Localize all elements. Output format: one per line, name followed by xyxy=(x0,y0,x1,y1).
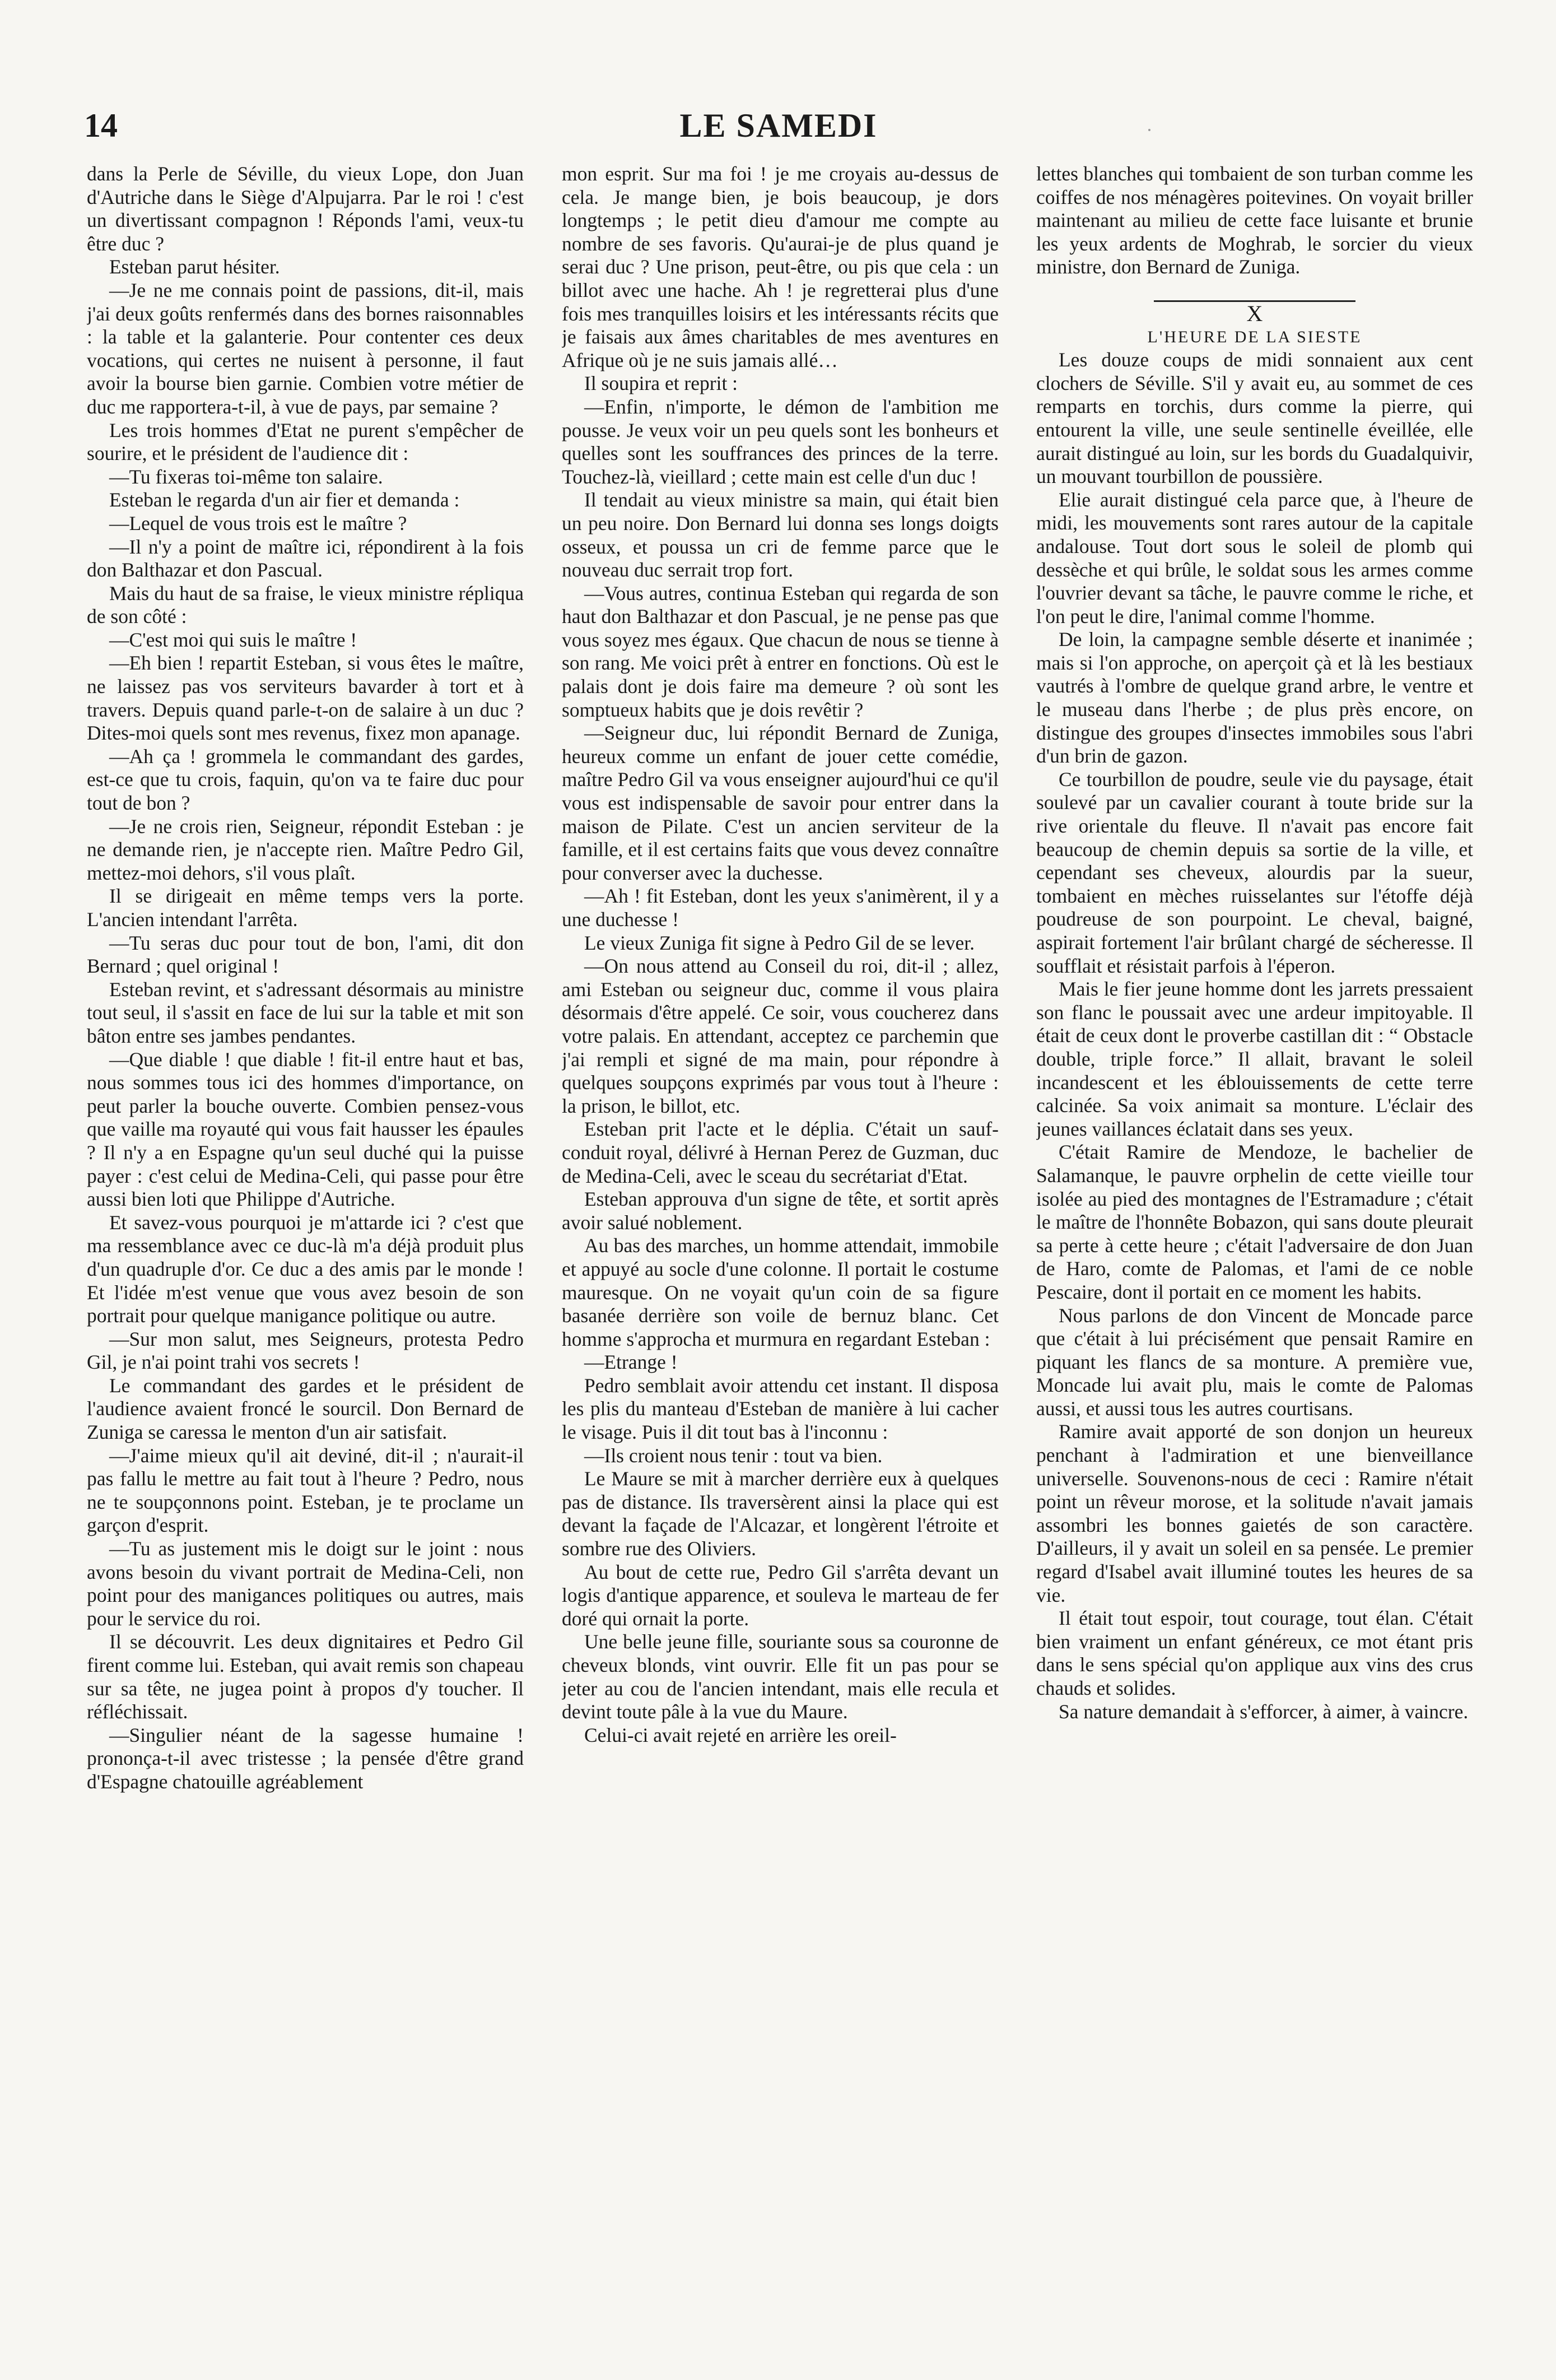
paragraph: —Etrange ! xyxy=(584,1351,678,1374)
paragraph: —Lequel de vous trois est le maître ? xyxy=(109,512,407,534)
paragraph: Le Maure se mit à marcher derrière eux à quelques pas de distance. Ils traversèrent ainsi la place qui est devant la façade de l'Alcazar, et longèrent l'étroite et sombre rue des Oliviers. xyxy=(562,1467,999,1560)
paragraph: —Que diable ! que diable ! fit-il entre haut et bas, nous sommes tous ici des hommes d'importance, on peut parler la bouche ouverte. Combien pensez-vous que vaille ma royauté qui vous fait hausser les épaules ? Il n'y a en Espagne qu'un seul duché qui la puisse payer : c'est celui de Medina-Celi, qui passe pour être aussi bien loti que Philippe d'Autriche. xyxy=(87,1048,524,1211)
paragraph: —Ah ça ! grommela le commandant des gardes, est-ce que tu crois, faquin, qu'on va te faire duc pour tout de bon ? xyxy=(87,745,524,815)
paragraph: —Tu as justement mis le doigt sur le joint : nous avons besoin du vivant portrait de Medina-Celi, non point pour des manigances politiques ou autres, mais pour le service du roi. xyxy=(87,1537,524,1630)
paragraph: Le vieux Zuniga fit signe à Pedro Gil de se lever. xyxy=(584,931,975,954)
paragraph: Et savez-vous pourquoi je m'attarde ici ? c'est que ma ressemblance avec ce duc-là m'a déjà produit plus d'un quadruple d'or. Ce duc a des amis par le monde ! Et l'idée m'est venue que vous avez besoin de son portrait pour quelque manigance politique ou autre. xyxy=(87,1211,524,1327)
paragraph: —Sur mon salut, mes Seigneurs, protesta Pedro Gil, je n'ai point trahi vos secrets ! xyxy=(87,1327,524,1374)
paragraph: —Seigneur duc, lui répondit Bernard de Zuniga, heureux comme un enfant de jouer cette comédie, maître Pedro Gil va vous enseigner aujourd'hui ce qu'il vous est indispensable de savoir pour entrer dans la maison de Pilate. C'est un ancien serviteur de la famille, et il est certains faits que vous devez connaître pour converser avec la duchesse. xyxy=(562,722,999,884)
paragraph: Esteban revint, et s'adressant désormais au ministre tout seul, il s'assit en face de lui sur la table et mit son bâton entre ses jambes pendantes. xyxy=(87,978,524,1047)
paragraph: Il soupira et reprit : xyxy=(584,372,738,395)
paragraph: —Tu seras duc pour tout de bon, l'ami, dit don Bernard ; quel original ! xyxy=(87,931,524,978)
paragraph: Il se dirigeait en même temps vers la porte. L'ancien intendant l'arrêta. xyxy=(87,885,524,931)
paragraph: Ce tourbillon de poudre, seule vie du paysage, était soulevé par un cavalier courant à toute bride sur la rive orientale du fleuve. Il n'avait pas encore fait beaucoup de chemin depuis sa sortie de la ville, et cependant ses cheveux, alourdis par la sueur, tombaient en mèches ruisselantes sur l'étoffe déjà poudreuse de son pourpoint. Le cheval, baigné, aspirait fortement l'air brûlant chargé de sécheresse. Il soufflait et résistait parfois à l'éperon. xyxy=(1036,768,1473,977)
running-head: LE SAMEDI xyxy=(679,107,878,144)
chapter-number: X xyxy=(1246,300,1263,326)
paragraph: —On nous attend au Conseil du roi, dit-il ; allez, ami Esteban ou seigneur duc, comme il vous plaira désormais d'être appelé. Ce soir, vous coucherez dans votre palais. En attendant, acceptez ce parchemin que j'ai rempli et signé de ma main, pour répondre à quelques soupçons exprimés par vous tout à l'heure : la prison, le billot, etc. xyxy=(562,955,999,1117)
paragraph: Esteban prit l'acte et le déplia. C'était un sauf-conduit royal, délivré à Hernan Perez de Guzman, duc de Medina-Celi, avec le sceau du secrétariat d'Etat. xyxy=(562,1118,999,1187)
paragraph: —Eh bien ! repartit Esteban, si vous êtes le maître, ne laissez pas vos serviteurs bavarder à tort et à travers. Depuis quand parle-t-on de salaire à un duc ? Dites-moi quels sont mes revenus, fixez mon apanage. xyxy=(87,652,524,745)
paragraph: Pedro semblait avoir attendu cet instant. Il disposa les plis du manteau d'Esteban de manière à lui cacher le visage. Puis il dit tout bas à l'inconnu : xyxy=(562,1374,999,1444)
paragraph: —Il n'y a point de maître ici, répondirent à la fois don Balthazar et don Pascual. xyxy=(87,535,524,582)
paragraph: Au bas des marches, un homme attendait, immobile et appuyé au socle d'une colonne. Il portait le costume mauresque. On ne voyait qu'un coin de sa figure basanée derrière son voile de bernuz blanc. Cet homme s'approcha et murmura en regardant Esteban : xyxy=(562,1234,999,1350)
paragraph: Nous parlons de don Vincent de Moncade parce que c'était à lui précisément que pensait Ramire en piquant les flancs de sa monture. A première vue, Moncade lui avait plu, mais le comte de Palomas aussi, et aussi tous les autres courtisans. xyxy=(1036,1304,1473,1420)
paragraph: Il se découvrit. Les deux dignitaires et Pedro Gil firent comme lui. Esteban, qui avait remis son chapeau sur sa tête, ne jugea point à propos d'y toucher. Il réfléchissait. xyxy=(87,1630,524,1723)
paragraph: Mais le fier jeune homme dont les jarrets pressaient son flanc le poussait avec une ardeur impitoyable. Il était de ceux dont le proverbe castillan dit : “ Obstacle double, triple force.” Il allait, bravant le soleil incandescent et les éblouissements de cette terre calcinée. Sa voix animait sa monture. L'éclair des jeunes vaillances éclatait dans ses yeux. xyxy=(1036,978,1473,1140)
paragraph: Ramire avait apporté de son donjon un heureux penchant à l'admiration et une bienveillance universelle. Souvenons-nous de ceci : Ramire n'était point un rêveur morose, et la solitude n'avait jamais assombri les bonnes gaietés de son caractère. D'ailleurs, il y avait un soleil en sa pensée. Le premier regard d'Isabel avait illuminé toutes les heures de sa vie. xyxy=(1036,1420,1473,1606)
paragraph: —Ils croient nous tenir : tout va bien. xyxy=(584,1444,883,1467)
paragraph: De loin, la campagne semble déserte et inanimée ; mais si l'on approche, on aperçoit çà et là les bestiaux vautrés à l'ombre de quelque grand arbre, le ventre et le museau dans l'herbe ; de plus près encore, on distingue des groupes d'insectes immobiles sous l'abri d'un brin de gazon. xyxy=(1036,628,1473,768)
paragraph: Au bout de cette rue, Pedro Gil s'arrêta devant un logis d'antique apparence, et souleva le marteau de fer doré qui ornait la porte. xyxy=(562,1560,999,1630)
paragraph: Esteban approuva d'un signe de tête, et sortit après avoir salué noblement. xyxy=(562,1188,999,1234)
column-3 xyxy=(1036,162,1473,2336)
paragraph: Une belle jeune fille, souriante sous sa couronne de cheveux blonds, vint ouvrir. Elle fit un pas pour se jeter au cou de l'ancien intendant, mais elle recula et devint toute pâle à la vue du Maure. xyxy=(562,1630,999,1723)
paragraph: Il était tout espoir, tout courage, tout élan. C'était bien vraiment un enfant généreux, ce mot étant pris dans le sens spécial qu'on applique aux vins des crus chauds et solides. xyxy=(1036,1607,1473,1699)
paragraph: C'était Ramire de Mendoze, le bachelier de Salamanque, le pauvre orphelin de cette vieille tour isolée au pied des montagnes de l'Estramadure ; c'était le maître de l'honnête Bobazon, qui sans doute pleurait sa perte à cette heure ; c'était l'adversaire de don Juan de Haro, comte de Palomas, et l'ami de ce noble Pescaire, dont il portait en ce moment les habits. xyxy=(1036,1141,1473,1303)
paragraph: Mais du haut de sa fraise, le vieux ministre répliqua de son côté : xyxy=(87,582,524,628)
paragraph: —Tu fixeras toi-même ton salaire. xyxy=(109,465,383,488)
paragraph: —Vous autres, continua Esteban qui regarda de son haut don Balthazar et don Pascual, je ne pense pas que vous soyez mes égaux. Que chacun de nous se tienne à son rang. Me voici prêt à entrer en fonctions. Où est le palais dont je dois faire ma demeure ? où sont les somptueux habits que je dois revêtir ? xyxy=(562,582,999,721)
paragraph: Il tendait au vieux ministre sa main, qui était bien un peu noire. Don Bernard lui donna ses longs doigts osseux, et poussa un cri de femme parce que le nouveau duc serrait trop fort. xyxy=(562,489,999,582)
paragraph: Esteban le regarda d'un air fier et demanda : xyxy=(109,489,460,512)
paragraph: —Enfin, n'importe, le démon de l'ambition me pousse. Je veux voir un peu quels sont les bonheurs et quelles sont les souffrances des princes de la terre. Touchez-là, vieillard ; cette main est celle d'un duc ! xyxy=(562,395,999,488)
paragraph: —C'est moi qui suis le maître ! xyxy=(109,628,357,651)
paragraph: Elie aurait distingué cela parce que, à l'heure de midi, les mouvements sont rares autour de la capitale andalouse. Tout dort sous le soleil de plomb qui dessèche et qui brûle, le soldat sous les armes comme l'ouvrier devant sa tâche, le pauvre comme le riche, et l'on peut le dire, l'animal comme l'homme. xyxy=(1036,488,1473,627)
paragraph: —Singulier néant de la sagesse humaine ! prononça-t-il avec tristesse ; la pensée d'être grand d'Espagne chatouille agréablement xyxy=(87,1723,524,1793)
chapter-title: L'HEURE DE LA SIESTE xyxy=(1147,327,1362,346)
page-header xyxy=(84,106,1473,157)
paragraph: Sa nature demandait à s'efforcer, à aimer, à vaincre. xyxy=(1059,1700,1469,1723)
column-1 xyxy=(87,162,524,2336)
paragraph: Esteban parut hésiter. xyxy=(109,255,280,278)
column-2 xyxy=(562,162,999,2336)
paragraph: Celui-ci avait rejeté en arrière les oreil- xyxy=(584,1723,897,1746)
paragraph: —Ah ! fit Esteban, dont les yeux s'animèrent, il y a une duchesse ! xyxy=(562,885,999,931)
paragraph: —J'aime mieux qu'il ait deviné, dit-il ; n'aurait-il pas fallu le mettre au fait tout à l'heure ? Pedro, nous ne te soupçonnons point. Esteban, je te proclame un garçon d'esprit. xyxy=(87,1444,524,1537)
paragraph: Les douze coups de midi sonnaient aux cent clochers de Séville. S'il y avait eu, au sommet de ces remparts en torchis, durs comme la pierre, qui entourent la ville, une seule sentinelle éveillée, elle aurait distingué au loin, sur les bords du Guadalquivir, un mouvant tourbillon de poussière. xyxy=(1036,348,1473,488)
paragraph: —Je ne me connais point de passions, dit-il, mais j'ai deux goûts renfermés dans des bornes raisonnables : la table et la galanterie. Pour contenter ces deux vocations, qui certes ne nuisent à personne, il faut avoir la bourse bien garnie. Combien votre métier de duc me rapportera-t-il, à vue de pays, par semaine ? xyxy=(87,278,524,418)
paragraph: lettes blanches qui tombaient de son turban comme les coiffes de nos ménagères poitevines. On voyait briller maintenant au milieu de cette face luisante et brunie les yeux ardents de Moghrab, le sorcier du vieux ministre, don Bernard de Zuniga. xyxy=(1036,162,1473,278)
paragraph: —Je ne crois rien, Seigneur, répondit Esteban : je ne demande rien, je n'accepte rien. Maître Pedro Gil, mettez-moi dehors, s'il vous plaît. xyxy=(87,815,524,884)
page-number: 14 xyxy=(84,107,118,144)
paragraph: Le commandant des gardes et le président de l'audience avaient froncé le sourcil. Don Bernard de Zuniga se caressa le menton d'un air satisfait. xyxy=(87,1374,524,1444)
paragraph: mon esprit. Sur ma foi ! je me croyais au-dessus de cela. Je mange bien, je bois beaucoup, je dors longtemps ; le petit dieu d'amour me compte au nombre de ses favoris. Qu'aurai-je de plus quand je serai duc ? Une prison, peut-être, ou pis que cela : un billot avec une hache. Ah ! je regretterai plus d'une fois mes tranquilles loisirs et les intéressants récits que je faisais aux âmes charitables de mes aventures en Afrique où je ne suis jamais allé… xyxy=(562,162,999,371)
paragraph: dans la Perle de Séville, du vieux Lope, don Juan d'Autriche dans le Siège d'Alpujarra. Par le roi ! c'est un divertissant compagnon ! Réponds l'ami, veux-tu être duc ? xyxy=(87,162,524,255)
paragraph: Les trois hommes d'Etat ne purent s'empêcher de sourire, et le président de l'audience dit : xyxy=(87,419,524,465)
